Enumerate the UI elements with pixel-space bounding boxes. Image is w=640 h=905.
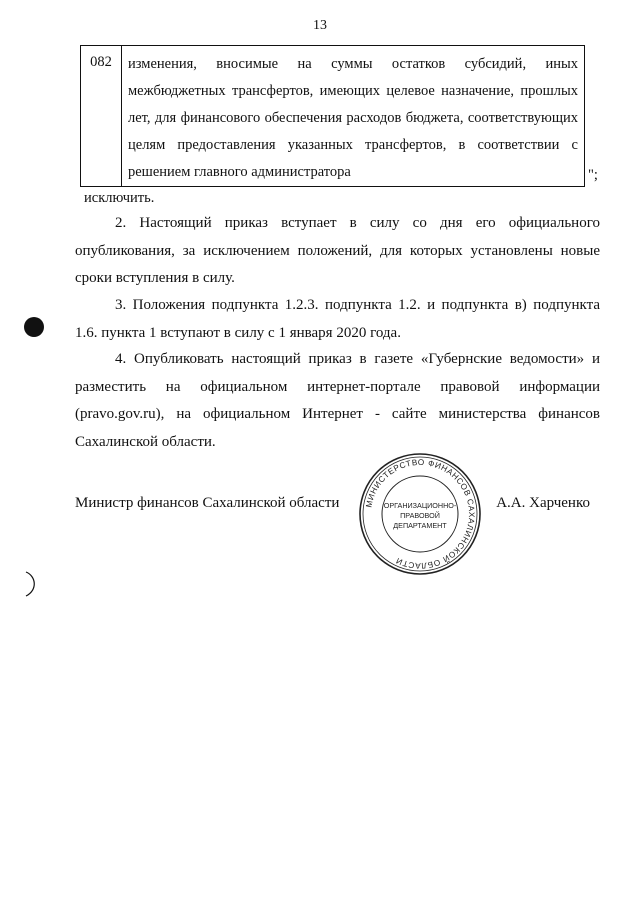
seal-inner-line-2: ПРАВОВОЙ	[400, 511, 440, 520]
page-number: 13	[313, 18, 327, 33]
closing-quote: ";	[588, 166, 598, 183]
seal-inner-line-3: ДЕПАРТАМЕНТ	[393, 521, 447, 530]
table-text-cell: изменения, вносимые на суммы остатков субсидий, иных межбюджетных трансфертов, имеющих целевое назначение, прошлых лет, для финансового обеспечения расходов бюджета, соответствующих целям предоставления указанных трансфертов, в соответствии с решением главного администратора	[122, 46, 585, 187]
seal-graphic	[358, 452, 482, 576]
paragraph-3: 3. Положения подпункта 1.2.3. подпункта 1.2. и подпункта в) подпункта 1.6. пункта 1 вступают в силу с 1 января 2020 года.	[75, 297, 600, 341]
signatory-title: Министр финансов Сахалинской области	[75, 495, 340, 511]
exclude-text: исключить.	[84, 190, 155, 206]
table-code-cell: 082	[81, 46, 122, 187]
paragraph-4: 4. Опубликовать настоящий приказ в газете «Губернские ведомости» и разместить на официальном интернет-портале правовой информации (pravo.gov.ru), на официальном Интернет - сайте министерства финансов Сахалинской области.	[75, 351, 600, 450]
table-row	[81, 46, 606, 187]
seal-outer-text: МИНИСТЕРСТВО ФИНАНСОВ САХАЛИНСКОЙ ОБЛАСТИ	[364, 457, 477, 571]
amendment-table	[80, 45, 605, 185]
seal-inner-line-1: ОРГАНИЗАЦИОННО-	[383, 501, 457, 510]
closing-quote-cell	[585, 46, 606, 187]
paragraph-2: 2. Настоящий приказ вступает в силу со дня его официального опубликования, за исключением положений, для которых установлены новые сроки вступления в силу.	[75, 215, 600, 286]
scan-edge-mark	[22, 570, 42, 598]
punch-hole-mark	[24, 317, 44, 337]
signatory-name: А.А. Харченко	[496, 495, 590, 511]
official-seal	[358, 452, 482, 576]
